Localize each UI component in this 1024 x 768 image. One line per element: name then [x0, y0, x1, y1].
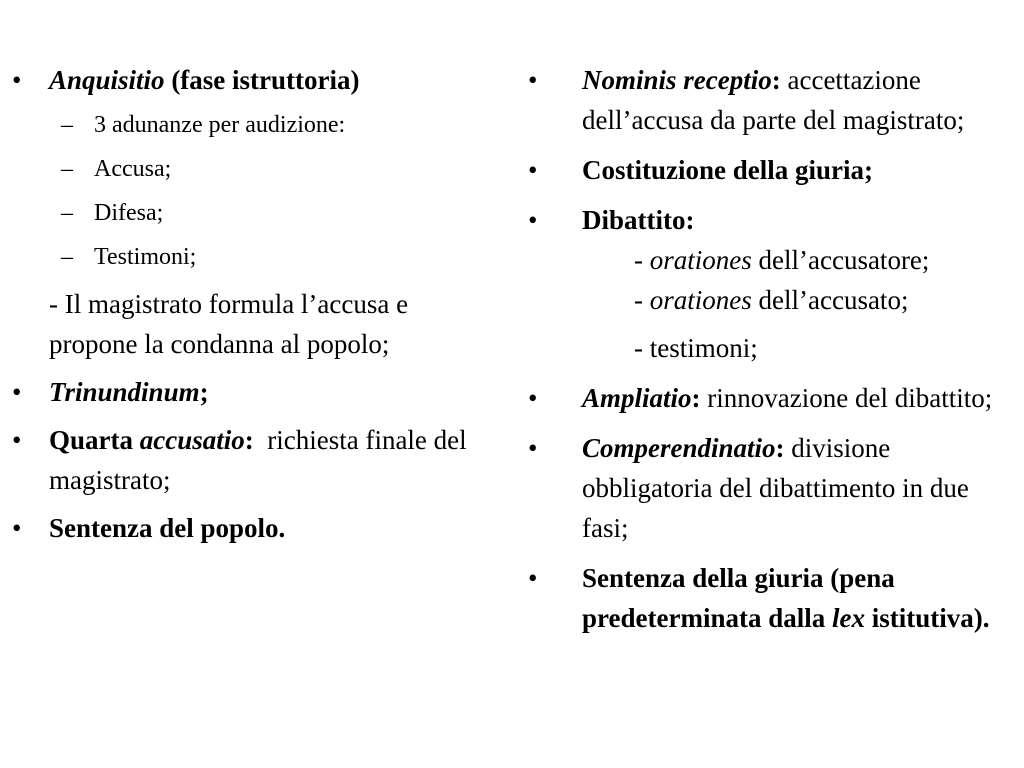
costituzione-text: Costituzione della giuria;	[582, 155, 873, 185]
line-text: dell’accusato;	[751, 285, 909, 315]
sub-item	[12, 108, 492, 142]
colon: :	[775, 433, 785, 463]
dash: -	[634, 245, 650, 275]
quarta-description: richiesta finale del magistrato;	[49, 425, 474, 495]
bullet-icon: •	[528, 205, 538, 235]
list-item-quarta-accusatio	[12, 420, 492, 500]
sentenza-popolo-text: Sentenza del popolo.	[49, 513, 286, 543]
list-item-sentenza-giuria	[528, 558, 1018, 638]
magistrate-paragraph: - Il magistrato formula l’accusa e propone la condanna al popolo;	[49, 289, 409, 359]
dash-icon: –	[61, 156, 73, 182]
term-orationes: orationes	[649, 245, 752, 275]
bullet-icon: •	[12, 513, 22, 543]
colon: :	[244, 425, 254, 455]
bullet-icon: •	[528, 563, 538, 593]
bullet-icon: •	[528, 433, 538, 463]
list-item-sentenza-popolo	[12, 508, 492, 548]
sentenza-giuria-text: Sentenza della giuria (pena predeterminata dalla	[582, 563, 895, 633]
quarta-label: Quarta	[49, 425, 140, 455]
ampliatio-description: rinnovazione del dibattito;	[700, 383, 993, 413]
term-anquisitio: Anquisitio	[49, 65, 165, 95]
term-accusatio: accusatio	[139, 425, 245, 455]
dash-icon: –	[61, 200, 73, 226]
line-text: dell’accusatore;	[751, 245, 930, 275]
sub-item	[12, 240, 492, 274]
colon: :	[771, 65, 781, 95]
list-item-dibattito	[528, 200, 1018, 368]
list-item-nominis-receptio	[528, 60, 1018, 140]
phase-label: (fase istruttoria)	[164, 65, 360, 95]
dash-icon: –	[61, 244, 73, 270]
bullet-icon: •	[528, 65, 538, 95]
term-trinundinum: Trinundinum	[49, 377, 200, 407]
term-lex: lex	[831, 603, 865, 633]
right-column	[528, 60, 1018, 648]
dibattito-line-testimoni: - testimoni;	[634, 333, 758, 363]
sub-item-text: Accusa;	[94, 156, 172, 182]
list-item-ampliatio	[528, 378, 1018, 418]
left-column	[12, 60, 492, 556]
bullet-icon: •	[12, 65, 22, 95]
nominis-description: accettazione dell’accusa da parte del magistrato;	[582, 65, 965, 135]
comperendinatio-description: divisione obbligatoria del dibattimento in due fasi;	[582, 433, 969, 543]
list-item-trinundinum	[12, 372, 492, 412]
term-orationes: orationes	[649, 285, 752, 315]
dibattito-label: Dibattito:	[582, 205, 695, 235]
sub-list	[12, 108, 492, 274]
sub-item-text: Difesa;	[94, 200, 164, 226]
list-item-costituzione-giuria	[528, 150, 1018, 190]
list-item-comperendinatio	[528, 428, 1018, 548]
list-item-anquisitio	[12, 60, 492, 100]
bullet-icon: •	[12, 425, 22, 455]
sentenza-giuria-end: istitutiva).	[864, 603, 990, 633]
term-nominis-receptio: Nominis receptio	[582, 65, 772, 95]
dash-icon: –	[61, 112, 73, 138]
term-comperendinatio: Comperendinatio	[582, 433, 776, 463]
bullet-icon: •	[12, 377, 22, 407]
bullet-icon: •	[528, 155, 538, 185]
bullet-icon: •	[528, 383, 538, 413]
sub-item	[12, 152, 492, 186]
sub-item	[12, 196, 492, 230]
dibattito-line-accusatore	[582, 240, 1018, 280]
dibattito-line-accusato	[582, 280, 1018, 320]
sub-item-text: Testimoni;	[94, 244, 197, 270]
punctuation: ;	[199, 377, 209, 407]
dash: -	[634, 285, 650, 315]
colon: :	[691, 383, 701, 413]
term-ampliatio: Ampliatio	[582, 383, 692, 413]
sub-item-text: 3 adunanze per audizione:	[94, 112, 346, 138]
